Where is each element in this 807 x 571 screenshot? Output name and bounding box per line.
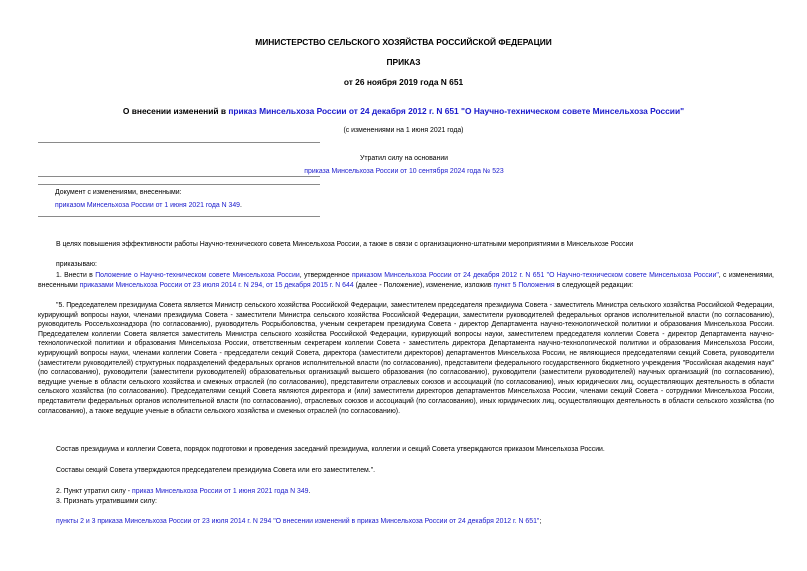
title-amended-order-link[interactable]: приказ Минсельхоза России от 24 декабря 2012 г. N 651 "О Научно-техническом совете Минсельхоза России" [228, 106, 685, 116]
item-1-text: 1. Внести в [56, 272, 96, 279]
separator-line [38, 142, 320, 143]
item-2-repeal-link[interactable]: приказ Минсельхоза России от 1 июня 2021 года N 349 [131, 488, 309, 495]
order-word: приказываю: [56, 261, 97, 268]
repealed-status [38, 154, 770, 176]
clause-5-link[interactable]: пункт 5 Положения [493, 281, 555, 289]
changes-suffix: . [240, 201, 242, 209]
item-1-paragraph [38, 271, 774, 290]
composition-paragraph: Состав президиума и коллегии Совета, порядок подготовки и проведения заседаний президиума, коллегии и секций Совета утверждаются приказом Минсельхоза России. [56, 446, 605, 453]
separator-line [38, 216, 320, 217]
sections-paragraph: Составы секций Совета утверждаются председателем президиума Совета или его заместителем.". [56, 467, 376, 474]
regulation-link[interactable]: Положение о Научно-техническом совете Минсельхоза России [95, 272, 300, 279]
preamble-paragraph: В целях повышения эффективности работы Научно-технического совета Минсельхоза России, а также в связи с организационно-штатными мероприятиями в Минсельхозе России [56, 241, 634, 248]
changes-label: Документ с изменениями, внесенными: [55, 189, 182, 196]
item-3-paragraph: 3. Признать утратившими силу: [56, 498, 157, 505]
title-prefix: О внесении изменений в [122, 106, 229, 116]
item-2-text: 2. Пункт утратил силу - [56, 488, 132, 495]
ministry-heading: МИНИСТЕРСТВО СЕЛЬСКОГО ХОЗЯЙСТВА РОССИЙСКОЙ ФЕДЕРАЦИИ [255, 37, 552, 47]
item-1-text: в следующей редакции: [554, 281, 634, 289]
amending-orders-link[interactable]: приказами Минсельхоза России от 23 июля 2014 г. N 294, от 15 декабря 2015 г. N 644 [79, 281, 354, 289]
changes-note [55, 188, 355, 210]
date-number-heading: от 26 ноября 2019 года N 651 [343, 77, 464, 87]
separator-line [38, 184, 320, 185]
item-1-text: , с изменениями, внесенными [38, 272, 774, 289]
item-3-suffix: ; [539, 518, 542, 525]
clause-5-quote-paragraph: "5. Председателем президиума Совета является Министр сельского хозяйства Российской Федерации, заместителем председателя президиума Совета - заместитель Министра сельского хозяйства Российской Федерации, курирующий вопросы науки, членами президиума Совета - заместители Министра сельского хозяйства Российской Федерации, заместители руководителей федеральных органов исполнительной власти (по согласованию), руководитель Россельхознадзора (по согласованию), руководитель Росрыболовства, ученым секретарем президиума Совета - директор Департамента научно-технологической политики и образования Минсельхоза России. Председателем коллегии Совета является заместитель Министра сельского хозяйства Российской Федерации, курирующий вопросы науки, заместителем председателя коллегии Совета - директор Департамента научно-технологической политики и образования Минсельхоза России, ответственным секретарем коллегии Совета - заместитель директора Департамента научно-технологической политики и образования Минсельхоза России, курирующий вопросы науки, членами коллегии Совета - председатели секций Совета, директора (заместители директоров) департаментов Минсельхоза России, не являющиеся председателями секций Совета, руководители (заместители руководителей) структурных подразделений федеральных органов исполнительной власти (по согласованию), представители федерального государственного бюджетного учреждения "Российская академия наук" (по согласованию), руководители (заместители руководителей) образовательных организаций высшего образования (по согласованию), руководители (заместители руководителей) научных организаций (по согласованию), ведущие ученые в области сельского хозяйства и смежных отраслей (по согласованию), представители отраслевых союзов и ассоциаций (по согласованию), иных юридических лиц, осуществляющих деятельность в области сельского хозяйства (по согласованию). Председателями секций Совета являются директора и (или) заместители директоров департаментов Минсельхоза России, членами секций Совета - сотрудники Минсельхоза России, представители федеральных органов исполнительной власти (по согласованию), отраслевых союзов и ассоциаций (по согласованию), иных юридических лиц, осуществляющих деятельность в области сельского хозяйства (по согласованию), а также ведущие ученые в области сельского хозяйства и смежных отраслей (по согласованию). [38, 302, 774, 415]
item-1-text: (далее - Положение), изменение, изложив [353, 281, 494, 289]
document-subtitle: (с изменениями на 1 июня 2021 года) [343, 127, 464, 134]
original-order-link[interactable]: приказом Минсельхоза России от 24 декабря 2012 г. N 651 "О Научно-техническом совете Минсельхоза России" [351, 272, 719, 279]
changes-order-link[interactable]: приказом Минсельхоза России от 1 июня 2021 года N 349 [55, 201, 241, 209]
item-3-list-entry [38, 517, 774, 527]
item-2-suffix: . [308, 488, 311, 495]
item-2-paragraph [38, 487, 774, 497]
repealing-order-link[interactable]: приказа Минсельхоза России от 10 сентября 2024 года № 523 [304, 167, 504, 175]
repealed-clauses-link[interactable]: пункты 2 и 3 приказа Минсельхоза России от 23 июля 2014 г. N 294 "О внесении изменений в приказ Минсельхоза России от 24 декабря 2012 г. N 651" [56, 518, 540, 525]
repealed-status-text: Утратил силу на основании [359, 155, 449, 162]
document-title [0, 106, 807, 116]
item-1-text: , утвержденное [299, 272, 352, 279]
doc-type-heading: ПРИКАЗ [386, 57, 421, 67]
